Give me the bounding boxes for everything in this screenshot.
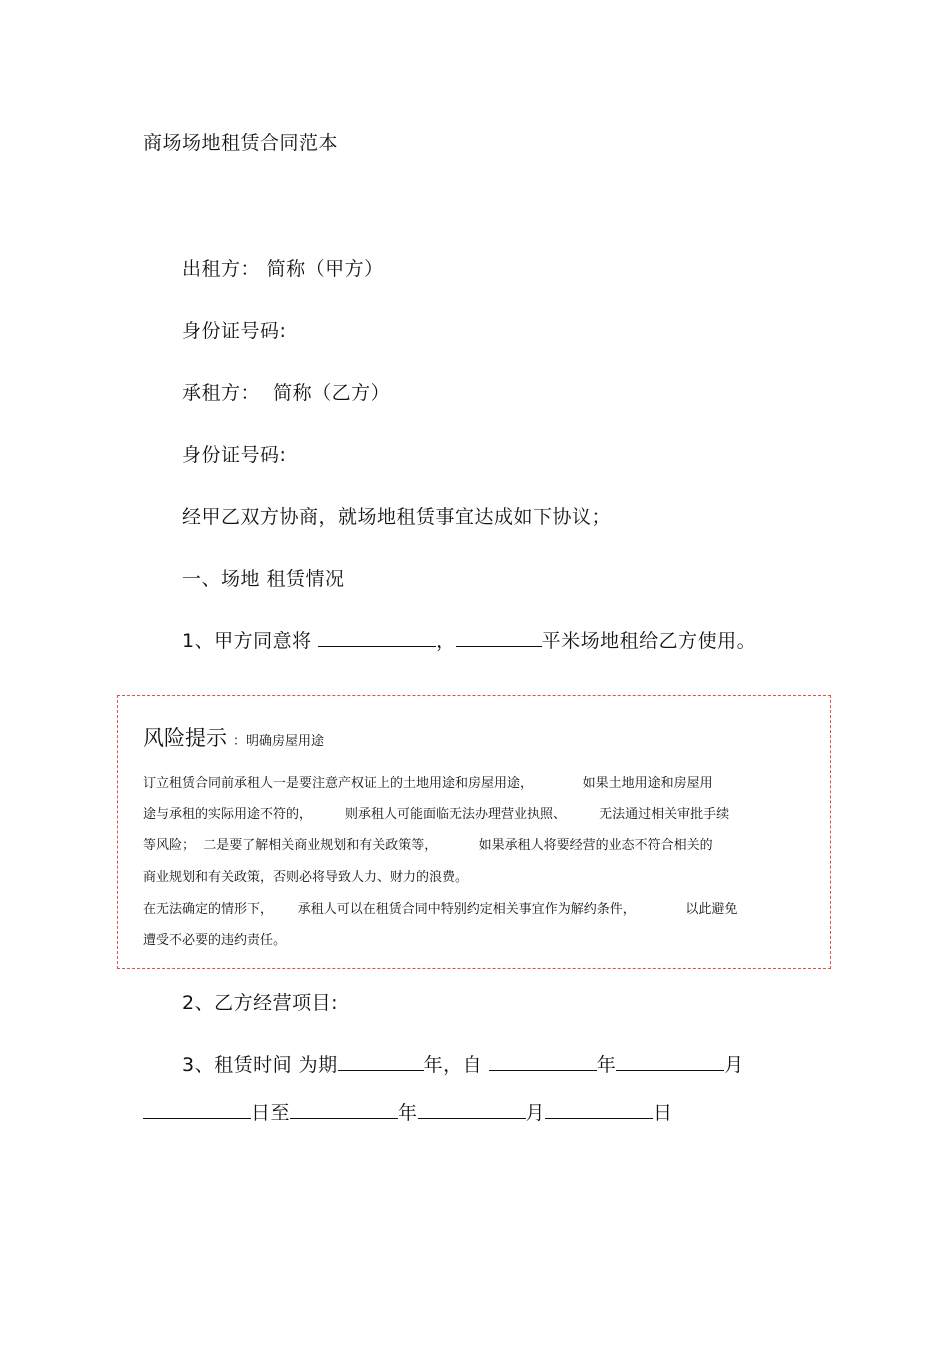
lessee-label: 承租方：: [182, 382, 261, 404]
unit-day: 日: [653, 1102, 673, 1124]
clause3-dates-line: [143, 1098, 673, 1125]
end-day-blank[interactable]: [545, 1100, 653, 1119]
risk-line: 遭受不必要的违约责任。: [143, 933, 287, 948]
unit-day-to: 日至: [251, 1102, 291, 1124]
clause3-prefix: 3、租赁时间 为期: [182, 1054, 338, 1076]
clause2-line: 2、乙方经营项目:: [182, 992, 338, 1014]
lessee-line: [182, 378, 390, 405]
unit-month: 月: [525, 1102, 546, 1124]
risk-line: 途与承租的实际用途不符的， 则承租人可能面临无法办理营业执照、 无法通过相关审批手续: [143, 807, 730, 822]
lessor-value: 简称（甲方）: [266, 258, 384, 280]
start-year-blank[interactable]: [489, 1052, 597, 1071]
section1-heading: 一、场地 租赁情况: [182, 568, 345, 590]
start-month-blank[interactable]: [616, 1052, 724, 1071]
unit-year: 年: [398, 1102, 418, 1124]
risk-subtitle: ：明确房屋用途: [233, 734, 325, 749]
clause1-line: [182, 626, 756, 653]
clause3-line: [182, 1050, 744, 1077]
location-blank[interactable]: [318, 628, 436, 647]
risk-line: 等风险； 二是要了解相关商业规划和有关政策等， 如果承租人将要经营的业态不符合相关的: [143, 838, 713, 853]
risk-notice-heading: [143, 722, 324, 752]
clause1-separator: ，: [436, 630, 456, 652]
risk-line: 订立租赁合同前承租人一是要注意产权证上的土地用途和房屋用途， 如果土地用途和房屋用: [143, 776, 713, 791]
end-year-blank[interactable]: [290, 1100, 398, 1119]
lease-years-blank[interactable]: [338, 1052, 424, 1071]
lessor-label: 出租方：: [182, 258, 261, 280]
lessor-line: [182, 254, 384, 281]
unit-month: 月: [724, 1054, 744, 1076]
clause1-suffix: 平米场地租给乙方使用。: [541, 630, 757, 652]
document-title: 商场场地租赁合同范本: [143, 132, 339, 154]
area-blank[interactable]: [456, 628, 542, 647]
preamble-text: 经甲乙双方协商，就场地租赁事宜达成如下协议；: [182, 506, 612, 528]
clause1-prefix: 1、甲方同意将: [182, 630, 312, 652]
lessor-id-label: 身份证号码:: [182, 320, 287, 342]
lessee-value: 简称（乙方）: [273, 382, 391, 404]
start-day-blank[interactable]: [143, 1100, 251, 1119]
clause3-year-from: 年，自: [423, 1054, 483, 1076]
unit-year: 年: [596, 1054, 617, 1076]
lessee-id-label: 身份证号码:: [182, 444, 287, 466]
risk-title: 风险提示: [143, 726, 227, 750]
end-month-blank[interactable]: [418, 1100, 526, 1119]
risk-line: 商业规划和有关政策，否则必将导致人力、财力的浪费。: [143, 870, 469, 885]
risk-line: 在无法确定的情形下， 承租人可以在租赁合同中特别约定相关事宜作为解约条件， 以此避免: [143, 902, 738, 917]
